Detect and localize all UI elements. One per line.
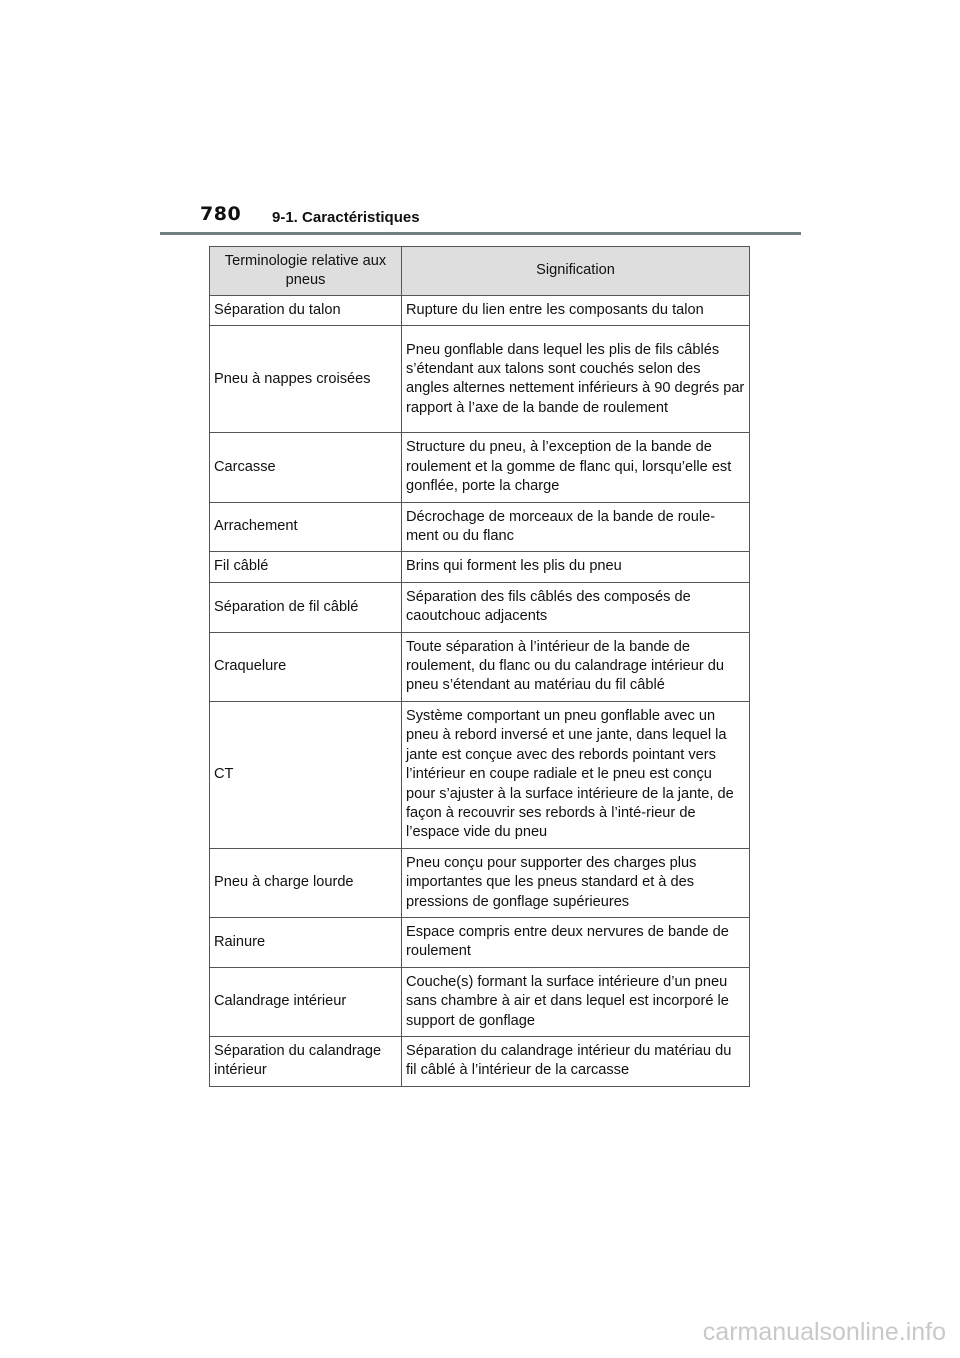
column-header-term: Terminologie relative aux pneus <box>210 247 402 296</box>
term-cell: Rainure <box>210 917 402 967</box>
column-header-meaning: Signification <box>402 247 750 296</box>
watermark: carmanualsonline.info <box>702 1318 946 1346</box>
table-row <box>210 632 750 701</box>
table-row <box>210 433 750 502</box>
term-cell: CT <box>210 701 402 848</box>
term-cell: Fil câblé <box>210 552 402 582</box>
table-row <box>210 296 750 326</box>
tire-terminology-table <box>209 246 750 1087</box>
term-cell: Pneu à nappes croisées <box>210 326 402 433</box>
meaning-cell: Structure du pneu, à l’exception de la bande de roulement et la gomme de flanc qui, lorsqu’elle est gonflée, porte la charge <box>402 433 750 502</box>
meaning-cell: Pneu conçu pour supporter des charges plus importantes que les pneus standard et à des pressions de gonflage supérieures <box>402 848 750 917</box>
table-row <box>210 701 750 848</box>
table-row <box>210 967 750 1036</box>
table-row <box>210 326 750 433</box>
page-number: 780 <box>200 203 242 225</box>
meaning-cell: Décrochage de morceaux de la bande de roule-ment ou du flanc <box>402 502 750 552</box>
meaning-cell: Séparation du calandrage intérieur du matériau du fil câblé à l’intérieur de la carcasse <box>402 1036 750 1086</box>
term-cell: Craquelure <box>210 632 402 701</box>
table-row <box>210 1036 750 1086</box>
term-cell: Séparation du talon <box>210 296 402 326</box>
term-cell: Arrachement <box>210 502 402 552</box>
header-divider <box>160 232 801 235</box>
table-header-row <box>210 247 750 296</box>
term-cell: Pneu à charge lourde <box>210 848 402 917</box>
term-cell: Séparation de fil câblé <box>210 582 402 632</box>
table-row <box>210 848 750 917</box>
meaning-cell: Rupture du lien entre les composants du talon <box>402 296 750 326</box>
meaning-cell: Espace compris entre deux nervures de bande de roulement <box>402 917 750 967</box>
table-row <box>210 502 750 552</box>
meaning-cell: Pneu gonflable dans lequel les plis de fils câblés s’étendant aux talons sont couchés selon des angles alternes nettement inférieurs à 90 degrés par rapport à l’axe de la bande de roulement <box>402 326 750 433</box>
table-body <box>210 296 750 1087</box>
term-cell: Carcasse <box>210 433 402 502</box>
term-cell: Calandrage intérieur <box>210 967 402 1036</box>
table-row <box>210 552 750 582</box>
meaning-cell: Séparation des fils câblés des composés de caoutchouc adjacents <box>402 582 750 632</box>
meaning-cell: Système comportant un pneu gonflable avec un pneu à rebord inversé et une jante, dans lequel la jante est conçue avec des rebords pointant vers l’intérieur en coupe radiale et le pneu est conçu pour s’ajuster à la surface intérieure de la jante, de façon à recouvrir ses rebords à l’inté-rieur de l’espace vide du pneu <box>402 701 750 848</box>
table-row <box>210 582 750 632</box>
term-cell: Séparation du calandrage intérieur <box>210 1036 402 1086</box>
meaning-cell: Toute séparation à l’intérieur de la bande de roulement, du flanc ou du calandrage intérieur du pneu s’étendant au matériau du fil câblé <box>402 632 750 701</box>
table-row <box>210 917 750 967</box>
meaning-cell: Brins qui forment les plis du pneu <box>402 552 750 582</box>
meaning-cell: Couche(s) formant la surface intérieure d’un pneu sans chambre à air et dans lequel est incorporé le support de gonflage <box>402 967 750 1036</box>
section-title: 9-1. Caractéristiques <box>272 209 420 226</box>
